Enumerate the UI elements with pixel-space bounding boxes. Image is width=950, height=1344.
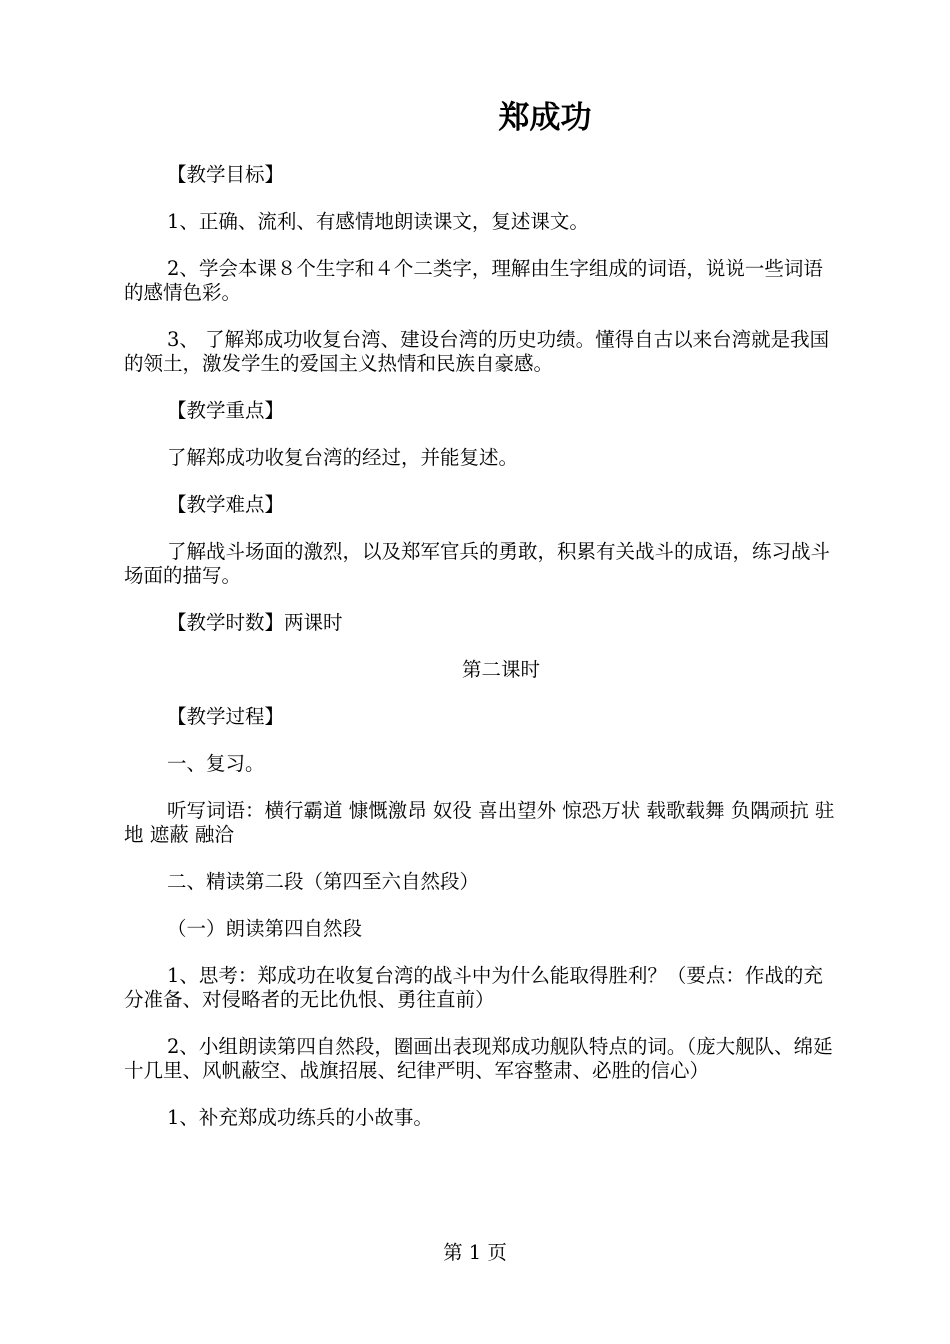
heading-teaching-focus: 【教学重点】: [167, 399, 285, 422]
heading-teaching-process: 【教学过程】: [167, 705, 285, 728]
teaching-focus-text: 了解郑成功收复台湾的经过，并能复述。: [167, 446, 519, 469]
goal-item-2: 2、学会本课８个生字和４个二类字，理解由生字组成的词语，说说一些词语的感情色彩。: [124, 257, 823, 304]
lesson-heading: 第二课时: [461, 658, 540, 681]
teaching-difficulty-text: 了解战斗场面的激烈，以及郑军官兵的勇敢，积累有关战斗的成语，练习战斗场面的描写。: [124, 540, 831, 587]
page-number: 第 1 页: [443, 1241, 507, 1264]
section-close-reading: 二、精读第二段（第四至六自然段）: [167, 870, 480, 893]
heading-teaching-goals: 【教学目标】: [167, 163, 285, 186]
dictation-words: 听写词语：横行霸道 慷慨激昂 奴役 喜出望外 惊恐万状 载歌载舞 负隅顽抗 驻地 遮蔽 融洽: [124, 799, 835, 846]
document-title: 郑成功: [498, 100, 592, 136]
goal-item-1: 1、正确、流利、有感情地朗读课文，复述课文。: [167, 210, 589, 233]
process-item-think: 1、思考：郑成功在收复台湾的战斗中为什么能取得胜利？（要点：作战的充分准备、对侵略者的无比仇恨、勇往直前）: [124, 964, 823, 1011]
document-body: [124, 163, 838, 1153]
process-item-story: 1、补充郑成功练兵的小故事。: [167, 1106, 433, 1129]
heading-teaching-difficulty: 【教学难点】: [167, 493, 285, 516]
goal-item-3: 3、 了解郑成功收复台湾、建设台湾的历史功绩。懂得自古以来台湾就是我国的领土，激发学生的爱国主义热情和民族自豪感。: [124, 328, 830, 375]
teaching-hours: 【教学时数】两课时: [167, 611, 343, 634]
process-item-group-reading: 2、小组朗读第四自然段，圈画出表现郑成功舰队特点的词。（庞大舰队、绵延十几里、风帆蔽空、战旗招展、纪律严明、军容整肃、必胜的信心）: [124, 1035, 833, 1082]
section-review: 一、复习。: [167, 752, 265, 775]
subsection-read-paragraph-4: （一）朗读第四自然段: [167, 917, 363, 940]
